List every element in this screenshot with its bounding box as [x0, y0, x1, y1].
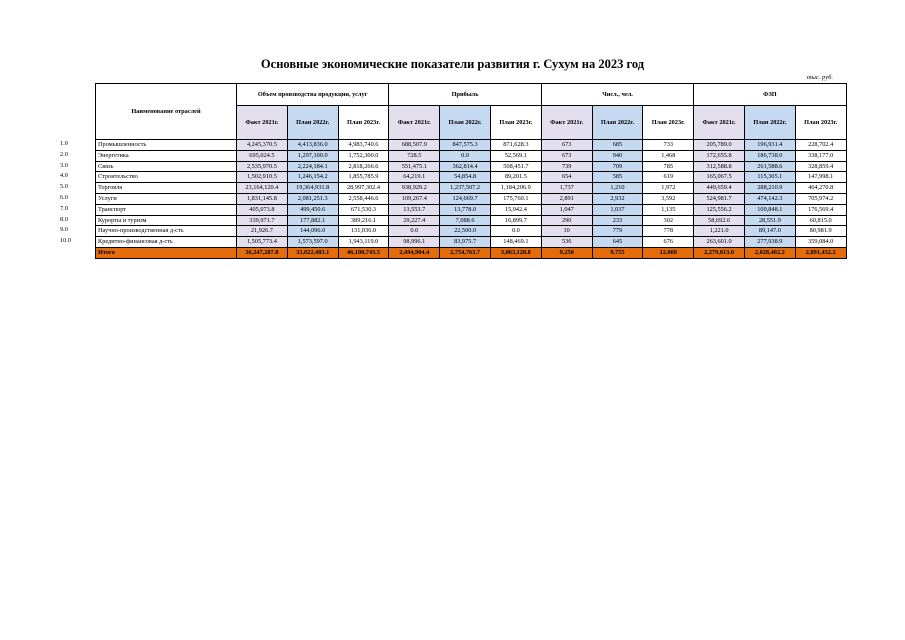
table-body	[96, 140, 847, 259]
table-cell: 1,184,206.9	[490, 183, 541, 194]
total-cell: 12,060	[643, 247, 694, 259]
table-cell: 165,067.5	[694, 172, 745, 183]
table-cell: 1,037	[592, 204, 643, 215]
table-cell: 645	[592, 237, 643, 248]
table-cell: 778	[643, 226, 694, 237]
table-cell: 4,413,836.0	[287, 140, 338, 151]
row-numbers	[60, 139, 90, 247]
group-header-payroll: ФЗП	[694, 84, 846, 106]
table-cell: 1,468	[643, 150, 694, 161]
table-row	[96, 150, 847, 161]
table-cell: 1,972	[643, 183, 694, 194]
table-row	[96, 172, 847, 183]
page-title: Основные экономические показатели развития г. Сухум на 2023 год	[260, 57, 645, 71]
table-cell: 228,702.4	[795, 140, 846, 151]
table-cell: 4,983,740.6	[338, 140, 389, 151]
subcolumn-header: План 2023г.	[795, 106, 846, 140]
total-cell: 46,100,743.5	[338, 247, 389, 259]
subcolumn-header: План 2022г.	[592, 106, 643, 140]
table-cell: 233	[592, 215, 643, 226]
table-cell: 1,246,154.2	[287, 172, 338, 183]
table-row	[96, 161, 847, 172]
row-number: 3.0	[60, 161, 68, 169]
table-cell: 19,364,931.8	[287, 183, 338, 194]
table-cell: 405,073.8	[237, 204, 288, 215]
table-cell: 147,998.1	[795, 172, 846, 183]
table-cell: 524,981.7	[694, 193, 745, 204]
table-cell: 508,451.7	[490, 161, 541, 172]
total-cell: 36,247,287.8	[237, 247, 288, 259]
row-number: 6.0	[60, 193, 68, 201]
row-number: 5.0	[60, 183, 68, 191]
table-cell: 186,738.0	[744, 150, 795, 161]
subcolumn-header: Факт 2021г.	[694, 106, 745, 140]
table-cell: 131,036.0	[338, 226, 389, 237]
industry-name: Торговля	[96, 183, 237, 194]
row-number: 9.0	[60, 226, 68, 234]
table-cell: 4,245,370.5	[237, 140, 288, 151]
industry-name: Связь	[96, 161, 237, 172]
table-cell: 695,024.5	[237, 150, 288, 161]
table-cell: 125,556.2	[694, 204, 745, 215]
subcolumn-header: План 2022г.	[440, 106, 491, 140]
table-row	[96, 193, 847, 204]
table-cell: 10	[541, 226, 592, 237]
table-cell: 2,932	[592, 193, 643, 204]
table-cell: 109,267.4	[389, 193, 440, 204]
table-cell: 175,760.1	[490, 193, 541, 204]
table-cell: 196,931.4	[744, 140, 795, 151]
table-cell: 671,530.3	[338, 204, 389, 215]
table-cell: 1,855,785.9	[338, 172, 389, 183]
table-cell: 54,854.8	[440, 172, 491, 183]
table-cell: 261,588.6	[744, 161, 795, 172]
table-cell: 1,135	[643, 204, 694, 215]
table-row	[96, 226, 847, 237]
table-cell: 64,219.1	[389, 172, 440, 183]
table-cell: 1,573,597.0	[287, 237, 338, 248]
total-cell: 2,028,402.2	[744, 247, 795, 259]
subcolumn-header: Факт 2021г.	[541, 106, 592, 140]
table-cell: 739	[541, 161, 592, 172]
table-cell: 52,569.1	[490, 150, 541, 161]
table-cell: 2,224,184.1	[287, 161, 338, 172]
group-header-row	[96, 84, 847, 106]
table-cell: 2,891	[541, 193, 592, 204]
table-row	[96, 204, 847, 215]
subcolumn-header: План 2022г.	[287, 106, 338, 140]
industry-name: Курорты и туризм	[96, 215, 237, 226]
row-number: 10.0	[60, 237, 72, 245]
subcolumn-header: План 2023г.	[338, 106, 389, 140]
table-cell: 2,818,266.6	[338, 161, 389, 172]
table-row	[96, 215, 847, 226]
table-cell: 80,981.9	[795, 226, 846, 237]
table-cell: 290	[541, 215, 592, 226]
table-cell: 938,929.2	[389, 183, 440, 194]
table-cell: 673	[541, 150, 592, 161]
total-cell: 2,891,432.2	[795, 247, 846, 259]
table-cell: 0.0	[440, 150, 491, 161]
table-cell: 728.5	[389, 150, 440, 161]
table-cell: 654	[541, 172, 592, 183]
subcolumn-header: Факт 2021г.	[389, 106, 440, 140]
table-cell: 705,974.2	[795, 193, 846, 204]
subcolumn-header: Факт 2021г.	[237, 106, 288, 140]
total-cell: 3,063,128.8	[490, 247, 541, 259]
subcolumn-header: План 2023г.	[490, 106, 541, 140]
industry-name: Транспорт	[96, 204, 237, 215]
table-cell: 60,815.0	[795, 215, 846, 226]
table-cell: 29,227.4	[389, 215, 440, 226]
table-cell: 940	[592, 150, 643, 161]
indicators-table	[95, 83, 847, 259]
table-cell: 359,084.0	[795, 237, 846, 248]
industry-name: Энергетика	[96, 150, 237, 161]
table-cell: 0.0	[490, 226, 541, 237]
table-cell: 124,669.7	[440, 193, 491, 204]
table-cell: 22,500.0	[440, 226, 491, 237]
table-cell: 871,628.3	[490, 140, 541, 151]
table-cell: 1,297,100.0	[287, 150, 338, 161]
table-cell: 13,778.0	[440, 204, 491, 215]
table-cell: 58,692.6	[694, 215, 745, 226]
table-cell: 785	[643, 161, 694, 172]
industry-name: Услуги	[96, 193, 237, 204]
table-cell: 28,997,302.4	[338, 183, 389, 194]
table-cell: 176,569.4	[795, 204, 846, 215]
industry-name: Научно-производственная д-сть	[96, 226, 237, 237]
table-cell: 7,088.6	[440, 215, 491, 226]
table-row	[96, 183, 847, 194]
table-cell: 177,882.1	[287, 215, 338, 226]
table-cell: 3,592	[643, 193, 694, 204]
table-cell: 172,655.8	[694, 150, 745, 161]
table-cell: 2,081,251.3	[287, 193, 338, 204]
table-cell: 779	[592, 226, 643, 237]
units-label: тыс. руб.	[806, 74, 833, 81]
table-cell: 2,558,446.6	[338, 193, 389, 204]
subcolumn-header: План 2022г.	[744, 106, 795, 140]
table-cell: 499,450.6	[287, 204, 338, 215]
total-cell: 2,279,813.0	[694, 247, 745, 259]
table-cell: 464,270.8	[795, 183, 846, 194]
table-cell: 338,177.0	[795, 150, 846, 161]
table-cell: 21,926.7	[237, 226, 288, 237]
table-cell: 1,502,910.5	[237, 172, 288, 183]
table-cell: 362,814.4	[440, 161, 491, 172]
group-header-headcount: Числ., чел.	[541, 84, 693, 106]
table-cell: 148,469.1	[490, 237, 541, 248]
table-cell: 1,210	[592, 183, 643, 194]
table-cell: 98,996.1	[389, 237, 440, 248]
table-cell: 89,201.5	[490, 172, 541, 183]
total-row	[96, 247, 847, 259]
table-cell: 685	[592, 140, 643, 151]
total-label: Итого	[96, 247, 237, 259]
subcolumn-header: План 2023г.	[643, 106, 694, 140]
table-cell: 733	[643, 140, 694, 151]
table-cell: 1,831,145.8	[237, 193, 288, 204]
table-cell: 109,848.1	[744, 204, 795, 215]
table-cell: 15,942.4	[490, 204, 541, 215]
table-cell: 673	[541, 140, 592, 151]
total-cell: 2,494,904.4	[389, 247, 440, 259]
table-cell: 205,789.0	[694, 140, 745, 151]
table-cell: 1,237,507.2	[440, 183, 491, 194]
table-cell: 585	[592, 172, 643, 183]
row-number: 2.0	[60, 150, 68, 158]
total-cell: 9,755	[592, 247, 643, 259]
industry-name: Строительство	[96, 172, 237, 183]
row-number: 4.0	[60, 172, 68, 180]
table-cell: 676	[643, 237, 694, 248]
table-cell: 288,210.9	[744, 183, 795, 194]
row-number: 7.0	[60, 204, 68, 212]
total-cell: 9,250	[541, 247, 592, 259]
industry-name: Кредитно-финансовая д-сть	[96, 237, 237, 248]
table-cell: 1,047	[541, 204, 592, 215]
table-cell: 551,475.1	[389, 161, 440, 172]
table-row	[96, 140, 847, 151]
table-cell: 16,899.7	[490, 215, 541, 226]
table-cell: 619	[643, 172, 694, 183]
table-cell: 23,164,120.4	[237, 183, 288, 194]
table-cell: 709	[592, 161, 643, 172]
table-cell: 277,938.9	[744, 237, 795, 248]
total-cell: 33,022,483.1	[287, 247, 338, 259]
total-cell: 2,754,763.7	[440, 247, 491, 259]
table-cell: 1,737	[541, 183, 592, 194]
table-cell: 688,507.9	[389, 140, 440, 151]
table-cell: 1,221.0	[694, 226, 745, 237]
table-cell: 389,216.1	[338, 215, 389, 226]
group-header-profit: Прибыль	[389, 84, 541, 106]
table-cell: 1,752,300.0	[338, 150, 389, 161]
table-cell: 28,551.9	[744, 215, 795, 226]
table-cell: 115,305.1	[744, 172, 795, 183]
row-number: 8.0	[60, 215, 68, 223]
table-cell: 536	[541, 237, 592, 248]
table-cell: 312,588.8	[694, 161, 745, 172]
table-cell: 1,943,119.0	[338, 237, 389, 248]
table-cell: 2,535,970.5	[237, 161, 288, 172]
table-cell: 144,096.0	[287, 226, 338, 237]
row-number: 1.0	[60, 140, 68, 147]
industry-name: Промышленность	[96, 140, 237, 151]
table-cell: 474,142.3	[744, 193, 795, 204]
table-cell: 328,859.4	[795, 161, 846, 172]
table-cell: 263,601.0	[694, 237, 745, 248]
table-cell: 89,147.0	[744, 226, 795, 237]
table-cell: 449,659.4	[694, 183, 745, 194]
name-column-header: Наименование отраслей	[96, 84, 237, 140]
table-row	[96, 237, 847, 248]
group-header-output: Объем производства продукции, услуг	[237, 84, 389, 106]
table-cell: 83,975.7	[440, 237, 491, 248]
table-cell: 1,505,773.4	[237, 237, 288, 248]
table-cell: 0.0	[389, 226, 440, 237]
table-cell: 302	[643, 215, 694, 226]
table-cell: 847,575.3	[440, 140, 491, 151]
table-cell: 13,553.7	[389, 204, 440, 215]
table-cell: 339,971.7	[237, 215, 288, 226]
